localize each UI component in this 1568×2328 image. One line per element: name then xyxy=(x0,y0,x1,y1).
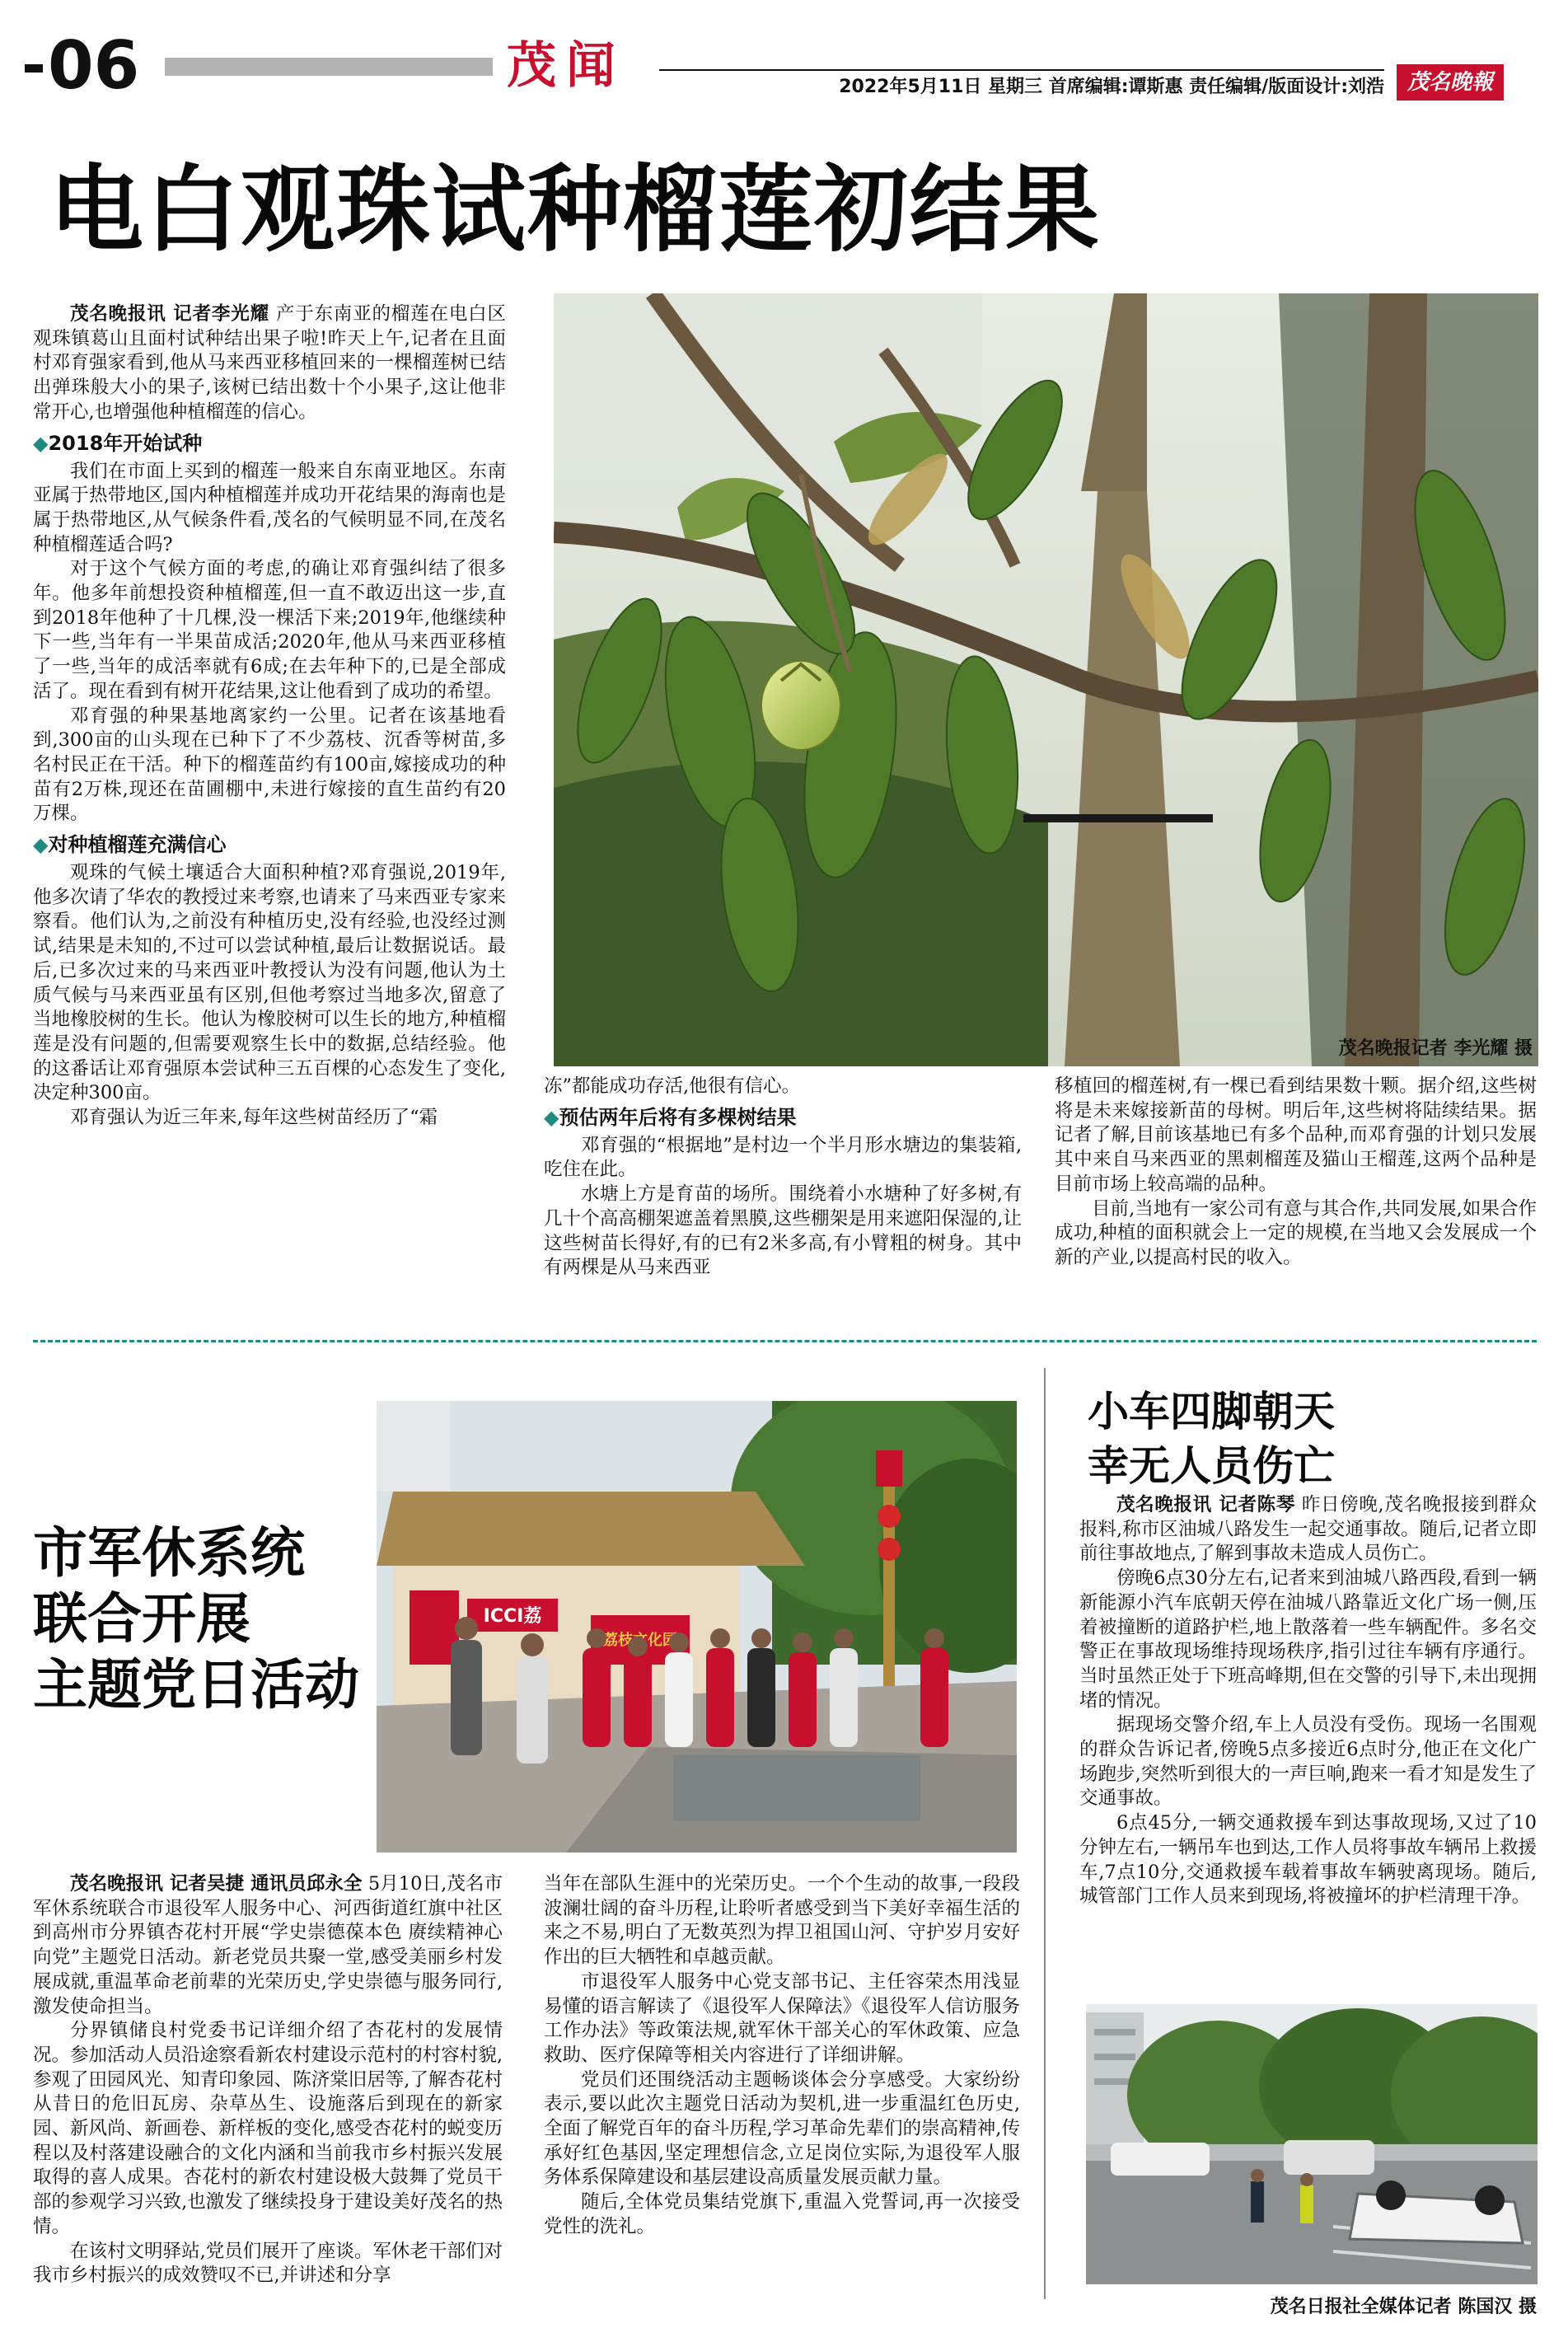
article1-column-2 xyxy=(544,1075,1022,1281)
article3-paragraph: 傍晚6点30分左右,记者来到油城八路西段,看到一辆新能源小汽车底朝天停在油城八路靠近文化广场一侧,压着被撞断的道路护栏,地上散落着一些车辆配件。多名交警正在事故现场维持现场秩序,指引过往车辆有序通行。当时虽然正处于下班高峰期,但在交警的引导下,未出现拥堵的情况。 xyxy=(1079,1567,1537,1712)
article1-paragraph: 邓育强的种果基地离家约一公里。记者在该基地看到,300亩的山头现在已种下了不少荔枝、沉香等树苗,多名村民正在干活。种下的榴莲苗约有100亩,嫁接成功的种苗有2万株,现还在苗圃棚中,未进行嫁接的直生苗约有20万棵。 xyxy=(33,705,506,825)
party-day-photo xyxy=(377,1401,1017,1853)
article3-lead-text: 昨日傍晚,茂名晚报接到群众报料,称市区油城八路发生一起交通事故。随后,记者立即前往事故地点,了解到事故未造成人员伤亡。 xyxy=(1079,1494,1538,1565)
article2-paragraph: 当年在部队生涯中的光荣历史。一个个生动的故事,一段段波澜壮阔的奋斗历程,让聆听者感受到当下美好幸福生活的来之不易,明白了无数英烈为捍卫祖国山河、守护岁月安好作出的巨大牺牲和卓越贡献。 xyxy=(544,1873,1020,1969)
article1-paragraph: 观珠的气候土壤适合大面积种植?邓育强说,2019年,他多次请了华农的教授过来考察,也请来了马来西亚专家来察看。他们认为,之前没有种植历史,没有经验,也没经过测试,结果是未知的,不过可以尝试种植,最后让数据说话。最后,已多次过来的马来西亚叶教授认为没有问题,他认为土质气候与马来西亚虽有区别,但他考察过当地多次,留意了当地橡胶树的生长。他认为橡胶树可以生长的地方,种植榴莲是没有问题的,但需要观察生长中的数据,总结经验。他的这番话让邓育强原本尝试种三五百棵的心态发生了变化,决定种300亩。 xyxy=(33,862,506,1104)
article1-paragraph: 我们在市面上买到的榴莲一般来自东南亚地区。东南亚属于热带地区,国内种植榴莲并成功开花结果的海南也是属于热带地区,从气候条件看,茂名的气候明显不同,在茂名种植榴莲适合吗? xyxy=(33,460,506,555)
article1-paragraph: 目前,当地有一家公司有意与其合作,共同发展,如果合作成功,种植的面积就会上一定的规模,在当地又会发展成一个新的产业,以提高村民的收入。 xyxy=(1055,1197,1537,1268)
newspaper-logo: 茂名晚報 xyxy=(1397,64,1504,101)
accident-photo xyxy=(1086,2004,1538,2284)
article2-paragraph: 在该村文明驿站,党员们展开了座谈。军休老干部们对我市乡村振兴的成效赞叹不已,并讲述和分享 xyxy=(33,2240,503,2287)
section-name: 茂闻 xyxy=(507,37,625,95)
article1-subhead-1: ◆2018年开始试种 xyxy=(33,431,203,455)
article2-headline: 市军休系统 联合开展 主题党日活动 xyxy=(33,1521,359,1717)
article1-paragraph: 冻”都能成功存活,他很有信心。 xyxy=(544,1075,801,1097)
article1-subhead-2: ◆对种植榴莲充满信心 xyxy=(33,833,227,857)
article1-paragraph: 对于这个气候方面的考虑,的确让邓育强纠结了很多年。他多年前想投资种植榴莲,但一直不敢迈出这一步,直到2018年他种了十几棵,没一棵活下来;2019年,他继续种下一些,当年有一半果苗成活;2020年,他从马来西亚移植了一些,当年的成活率就有6成;在去年种下的,已是全部成活了。现在看到有树开花结果,这让他看到了成功的希望。 xyxy=(33,558,506,702)
column-divider xyxy=(1044,1368,1046,2299)
diamond-icon: ◆ xyxy=(33,431,49,455)
article2-column-2 xyxy=(544,1872,1020,2240)
diamond-icon: ◆ xyxy=(544,1105,559,1129)
article3-paragraph: 据现场交警介绍,车上人员没有受伤。现场一名围观的群众告诉记者,傍晚5点多接近6点时分,他正在文化广场跑步,突然听到很大的一声巨响,跑来一看才知是发生了交通事故。 xyxy=(1079,1714,1537,1810)
article1-paragraph: 移植回的榴莲树,有一棵已看到结果数十颗。据介绍,这些树将是未来嫁接新苗的母树。明后年,这些树将陆续结果。据记者了解,目前该基地已有多个品种,而邓育强的计划只发展其中来自马来西亚的黑刺榴莲及猫山王榴莲,这两个品种是目前市场上较高端的品种。 xyxy=(1055,1075,1537,1195)
article1-paragraph: 水塘上方是育苗的场所。围绕着小水塘种了好多树,有几十个高高棚架遮盖着黑膜,这些棚架是用来遮阳保湿的,让这些树苗长得好,有的已有2米多高,有小臂粗的树身。其中有两棵是从马来西亚 xyxy=(544,1183,1022,1279)
article3-headline: 小车四脚朝天 幸无人员伤亡 xyxy=(1088,1388,1335,1490)
article3-lead-label: 茂名晚报讯 记者陈琴 xyxy=(1116,1494,1296,1515)
page-number-dash xyxy=(25,64,43,73)
article2-paragraph: 随后,全体党员集结党旗下,重温入党誓词,再一次接受党性的洗礼。 xyxy=(544,2191,1020,2237)
accident-photo-caption: 茂名日报社全媒体记者 陈国汉 摄 xyxy=(1270,2297,1537,2317)
article3-paragraph: 6点45分,一辆交通救援车到达事故现场,又过了10分钟左右,一辆吊车也到达,工作人员将事故车辆吊上救援车,7点10分,交通救援车载着事故车辆驶离现场。随后,城管部门工作人员来到现场,将被撞坏的护栏清理干净。 xyxy=(1079,1812,1537,1908)
article1-paragraph: 邓育强的“根据地”是村边一个半月形水塘边的集装箱,吃住在此。 xyxy=(544,1134,1022,1181)
section-separator xyxy=(33,1340,1537,1342)
header-rule xyxy=(165,58,493,76)
article1-lead-label: 茂名晚报讯 记者李光耀 xyxy=(70,303,269,325)
durian-photo xyxy=(554,293,1538,1066)
header-info: 2022年5月11日 星期三 首席编辑:谭斯惠 责任编辑/版面设计:刘浩 xyxy=(659,69,1384,98)
article1-lead-text: 产于东南亚的榴莲在电白区观珠镇葛山且面村试种结出果子啦!昨天上午,记者在且面村邓育强家看到,他从马来西亚移植回来的一棵榴莲树已结出弹珠般大小的果子,该树已结出数十个小果子,这让他非常开心,也增强他种植榴莲的信心。 xyxy=(33,303,506,423)
article1-column-1 xyxy=(33,302,506,1131)
article1-paragraph: 邓育强认为近三年来,每年这些树苗经历了“霜 xyxy=(70,1107,438,1129)
article2-lead-text: 5月10日,茂名市军休系统联合市退役军人服务中心、河西街道红旗中社区到高州市分界镇杏花村开展“学史崇德葆本色 赓续精神心向党”主题党日活动。新老党员共聚一堂,感受美丽乡村发展成就,重温革命老前辈的光荣历史,学史崇德与服务同行,激发使命担当。 xyxy=(33,1873,503,2017)
article3-body xyxy=(1079,1493,1537,1909)
photo-sign-text: ICCI荔 xyxy=(483,1606,542,1627)
article2-column-1 xyxy=(33,1872,503,2288)
durian-photo-caption: 茂名晚报记者 李光耀 摄 xyxy=(1338,1038,1533,1059)
page-number: 06 xyxy=(48,27,140,104)
article1-column-3 xyxy=(1055,1075,1537,1271)
article2-lead-label: 茂名晚报讯 记者吴捷 通讯员邱永全 xyxy=(70,1873,363,1895)
article1-subhead-3: ◆预估两年后将有多棵树结果 xyxy=(544,1105,797,1129)
article2-paragraph: 分界镇储良村党委书记详细介绍了杏花村的发展情况。参加活动人员沿途察看新农村建设示范村的村容村貌,参观了田园风光、知青印象园、陈济棠旧居等,了解杏花村从昔日的危旧瓦房、杂草丛生、设施落后到现在的新家园、新风尚、新画卷、新样板的变化,感受杏花村的蜕变历程以及村落建设融合的文化内涵和当前我市乡村振兴发展取得的喜人成果。杏花村的新农村建设极大鼓舞了党员干部的参观学习兴致,也激发了继续投身于建设美好茂名的热情。 xyxy=(33,2020,503,2237)
header-bar xyxy=(0,25,1568,107)
article2-paragraph: 党员们还围绕活动主题畅谈体会分享感受。大家纷纷表示,要以此次主题党日活动为契机,进一步重温红色历史,全面了解党百年的奋斗历程,学习革命先辈们的崇高精神,传承好红色基因,坚定理想信念,立足岗位实际,为退役军人服务体系保障建设和基层建设高质量发展贡献力量。 xyxy=(544,2068,1020,2189)
diamond-icon: ◆ xyxy=(33,833,49,857)
article1-headline: 电白观珠试种榴莲初结果 xyxy=(49,155,1102,265)
article2-paragraph: 市退役军人服务中心党支部书记、主任容荣杰用浅显易懂的语言解读了《退役军人保障法》《退役军人信访服务工作办法》等政策法规,就军休干部关心的军休政策、应急救助、医疗保障等相关内容进行了详细讲解。 xyxy=(544,1970,1020,2066)
